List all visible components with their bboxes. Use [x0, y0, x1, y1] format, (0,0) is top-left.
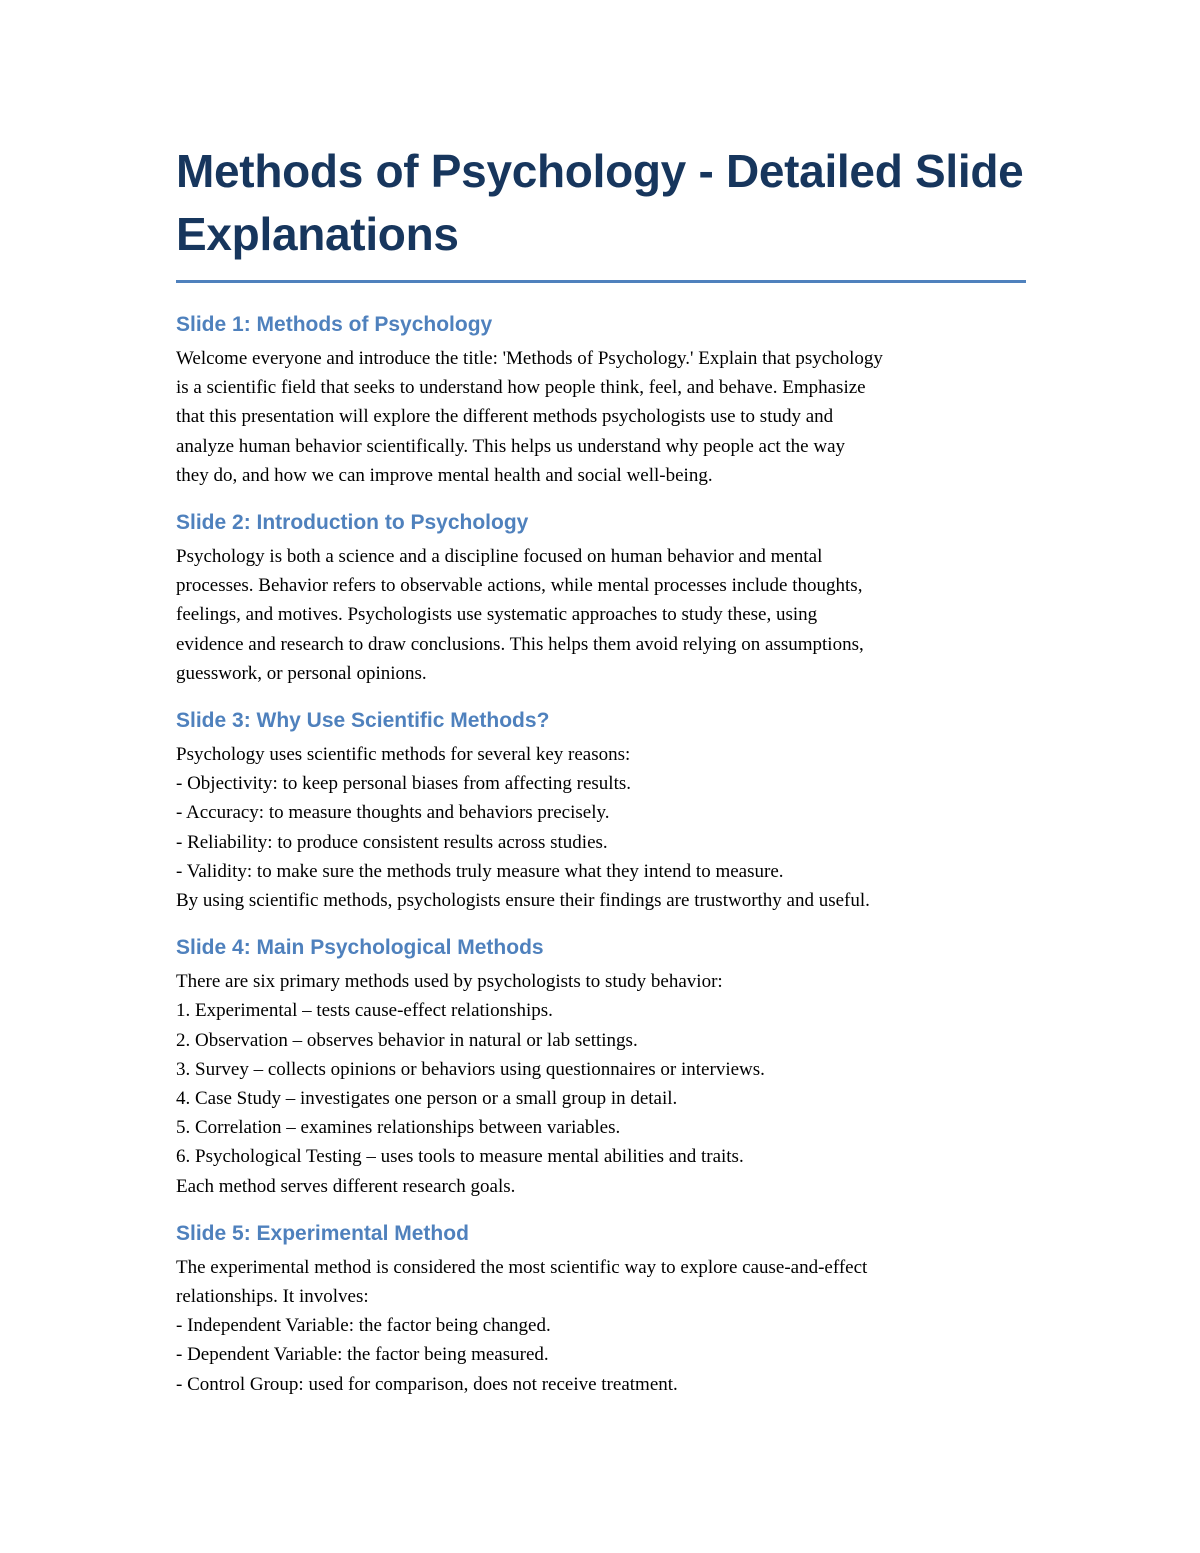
section-slide-3 — [176, 706, 1026, 915]
list-item: - Dependent Variable: the factor being measured. — [176, 1344, 549, 1366]
body-line: that this presentation will explore the different methods psychologists use to study and — [176, 406, 834, 428]
list-item: 2. Observation – observes behavior in natural or lab settings. — [176, 1029, 638, 1051]
list-item: 3. Survey – collects opinions or behaviors using questionnaires or interviews. — [176, 1058, 765, 1080]
section-body — [176, 967, 1026, 1201]
section-body — [176, 1253, 1026, 1399]
list-item: - Validity: to make sure the methods truly measure what they intend to measure. — [176, 860, 784, 882]
section-slide-4 — [176, 933, 1026, 1201]
body-line: processes. Behavior refers to observable actions, while mental processes include thoughts, — [176, 575, 863, 597]
section-body — [176, 740, 1026, 915]
section-slide-1 — [176, 310, 1026, 490]
body-line: Each method serves different research goals. — [176, 1175, 516, 1197]
section-slide-5 — [176, 1219, 1026, 1399]
body-line: feelings, and motives. Psychologists use systematic approaches to study these, using — [176, 604, 818, 626]
body-line: relationships. It involves: — [176, 1286, 369, 1308]
body-line: Psychology is both a science and a discipline focused on human behavior and mental — [176, 546, 823, 568]
body-line: guesswork, or personal opinions. — [176, 662, 427, 684]
list-item: - Accuracy: to measure thoughts and behaviors precisely. — [176, 802, 610, 824]
section-heading: Slide 1: Methods of Psychology — [176, 313, 493, 336]
section-body — [176, 344, 1026, 490]
body-line: By using scientific methods, psychologists ensure their findings are trustworthy and useful. — [176, 890, 870, 912]
section-body — [176, 542, 1026, 688]
list-item: 1. Experimental – tests cause-effect relationships. — [176, 1000, 553, 1022]
body-line: Welcome everyone and introduce the title: 'Methods of Psychology.' Explain that psychology — [176, 348, 883, 369]
body-line: There are six primary methods used by psychologists to study behavior: — [176, 971, 723, 993]
body-line: is a scientific field that seeks to understand how people think, feel, and behave. Emphasize — [176, 377, 866, 399]
list-item: - Objectivity: to keep personal biases from affecting results. — [176, 773, 631, 795]
document-title: Methods of Psychology - Detailed Slide Explanations — [176, 140, 1026, 283]
section-heading: Slide 4: Main Psychological Methods — [176, 936, 544, 960]
list-item: - Control Group: used for comparison, does not receive treatment. — [176, 1373, 678, 1395]
document-page — [176, 140, 1026, 1399]
body-line: The experimental method is considered the most scientific way to explore cause-and-effect — [176, 1256, 868, 1278]
list-item: - Reliability: to produce consistent results across studies. — [176, 831, 608, 853]
body-line: analyze human behavior scientifically. This helps us understand why people act the way — [176, 435, 846, 457]
body-line: evidence and research to draw conclusions. This helps them avoid relying on assumptions, — [176, 633, 864, 655]
body-line: they do, and how we can improve mental health and social well-being. — [176, 464, 713, 486]
section-heading: Slide 3: Why Use Scientific Methods? — [176, 709, 550, 733]
list-item: 4. Case Study – investigates one person or a small group in detail. — [176, 1088, 678, 1110]
list-item: - Independent Variable: the factor being changed. — [176, 1315, 551, 1337]
list-item: 6. Psychological Testing – uses tools to measure mental abilities and traits. — [176, 1146, 744, 1168]
section-heading: Slide 5: Experimental Method — [176, 1221, 469, 1245]
section-heading: Slide 2: Introduction to Psychology — [176, 511, 529, 535]
list-item: 5. Correlation – examines relationships between variables. — [176, 1117, 621, 1139]
section-slide-2 — [176, 508, 1026, 688]
body-line: Psychology uses scientific methods for several key reasons: — [176, 744, 631, 766]
